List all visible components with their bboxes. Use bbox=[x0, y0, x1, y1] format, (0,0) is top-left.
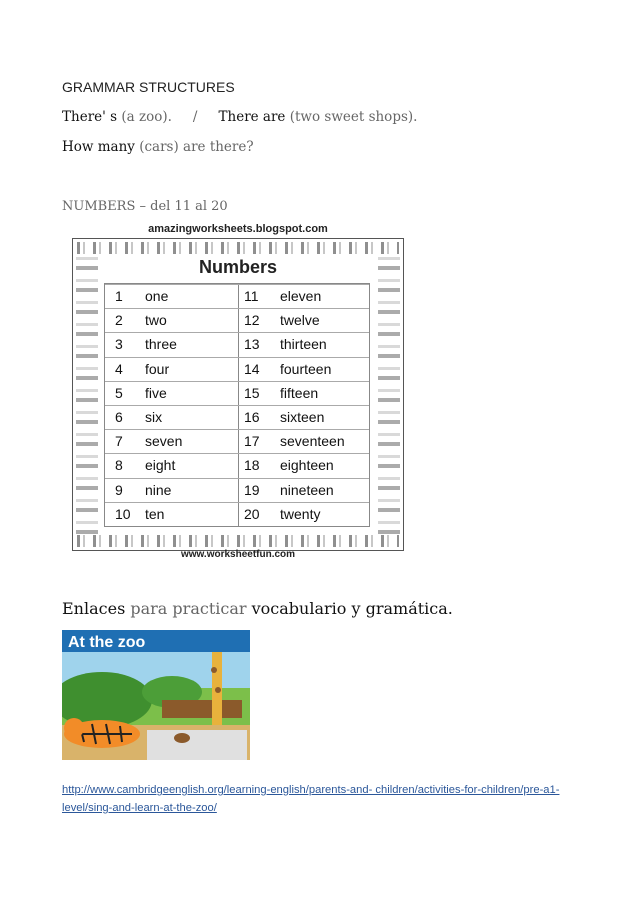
slash-separator: / bbox=[192, 109, 198, 125]
word-cell: nine bbox=[145, 481, 172, 498]
word-cell: seven bbox=[145, 433, 183, 450]
worksheet-title: Numbers bbox=[198, 257, 278, 277]
numbers-heading: NUMBERS – del 11 al 20 bbox=[62, 199, 228, 214]
word-cell: six bbox=[145, 409, 163, 425]
numbers-worksheet-image bbox=[72, 223, 404, 560]
table-row bbox=[105, 478, 369, 502]
example-two-sweet-shops: (two sweet shops). bbox=[289, 109, 418, 125]
number-cell: 11 bbox=[244, 288, 259, 304]
number-cell: 8 bbox=[115, 457, 123, 474]
number-cell: 7 bbox=[115, 433, 123, 450]
number-cell: 15 bbox=[244, 384, 260, 401]
word-cell: fifteen bbox=[280, 384, 319, 401]
grammar-line-there-is bbox=[62, 109, 417, 125]
number-cell: 18 bbox=[244, 457, 260, 474]
at-the-zoo-image[interactable] bbox=[62, 630, 250, 760]
phrase-how-many: How many bbox=[62, 139, 135, 155]
zoo-image-title: At the zoo bbox=[68, 634, 146, 651]
number-cell: 10 bbox=[115, 505, 131, 522]
table-row bbox=[105, 453, 369, 477]
example-cars: (cars) are there? bbox=[139, 139, 254, 155]
numbers-table bbox=[104, 283, 370, 527]
table-row bbox=[105, 332, 369, 356]
worksheet-top-caption: amazingworksheets.blogspot.com bbox=[148, 223, 328, 235]
number-cell: 3 bbox=[115, 336, 123, 353]
word-cell: one bbox=[145, 288, 169, 304]
grammar-heading: GRAMMAR STRUCTURES bbox=[62, 79, 235, 95]
word-cell: three bbox=[145, 336, 177, 353]
phrase-there-are: There are bbox=[218, 109, 286, 125]
flower-border-right bbox=[378, 255, 400, 534]
word-cell: nineteen bbox=[280, 481, 334, 498]
links-word-vocabulary: vocabulario y gramática bbox=[251, 599, 448, 618]
zoo-illustration bbox=[62, 630, 250, 760]
word-cell: sixteen bbox=[280, 409, 325, 425]
flower-border-top bbox=[77, 242, 399, 254]
word-cell: fourteen bbox=[280, 360, 332, 377]
word-cell: thirteen bbox=[280, 336, 327, 353]
number-cell: 9 bbox=[115, 481, 123, 498]
number-cell: 17 bbox=[244, 433, 260, 450]
word-cell: twenty bbox=[280, 505, 321, 522]
word-cell: twelve bbox=[280, 312, 320, 329]
number-cell: 6 bbox=[115, 409, 123, 425]
cambridge-zoo-link[interactable]: http://www.cambridgeenglish.org/learning-english/parents-and- children/activities-for-children/pre-a1-level/sing-and-learn-at-the-zoo/ bbox=[62, 784, 560, 814]
phrase-there-is: There' s bbox=[62, 109, 118, 125]
table-row bbox=[105, 284, 369, 308]
word-cell: two bbox=[145, 312, 167, 329]
word-cell: eleven bbox=[280, 288, 322, 304]
number-cell: 16 bbox=[244, 409, 260, 425]
word-cell: eighteen bbox=[280, 457, 334, 474]
flower-border-bottom bbox=[77, 535, 399, 547]
table-row bbox=[105, 429, 369, 453]
number-cell: 13 bbox=[244, 336, 260, 353]
number-cell: 19 bbox=[244, 481, 260, 498]
worksheet-frame bbox=[72, 238, 404, 551]
number-cell: 20 bbox=[244, 505, 260, 522]
word-cell: eight bbox=[145, 457, 176, 474]
table-row bbox=[105, 381, 369, 405]
grammar-line-how-many bbox=[62, 139, 254, 155]
links-word-enlaces: Enlaces bbox=[62, 599, 126, 618]
number-cell: 1 bbox=[115, 288, 123, 304]
flower-border-left bbox=[76, 255, 98, 534]
table-row bbox=[105, 308, 369, 332]
number-cell: 5 bbox=[115, 384, 123, 401]
number-cell: 12 bbox=[244, 312, 260, 329]
links-period: . bbox=[447, 599, 453, 618]
links-word-practice: para practicar bbox=[130, 599, 247, 618]
number-cell: 4 bbox=[115, 360, 123, 377]
number-cell: 14 bbox=[244, 360, 260, 377]
example-a-zoo: (a zoo). bbox=[121, 109, 172, 125]
number-cell: 2 bbox=[115, 312, 123, 329]
links-heading bbox=[62, 599, 453, 618]
table-row bbox=[105, 405, 369, 429]
word-cell: five bbox=[145, 384, 167, 401]
word-cell: four bbox=[145, 360, 170, 377]
table-row bbox=[105, 357, 369, 381]
table-row bbox=[105, 502, 369, 526]
worksheet-bottom-caption: www.worksheetfun.com bbox=[180, 549, 296, 560]
word-cell: seventeen bbox=[280, 433, 345, 450]
word-cell: ten bbox=[145, 505, 165, 522]
